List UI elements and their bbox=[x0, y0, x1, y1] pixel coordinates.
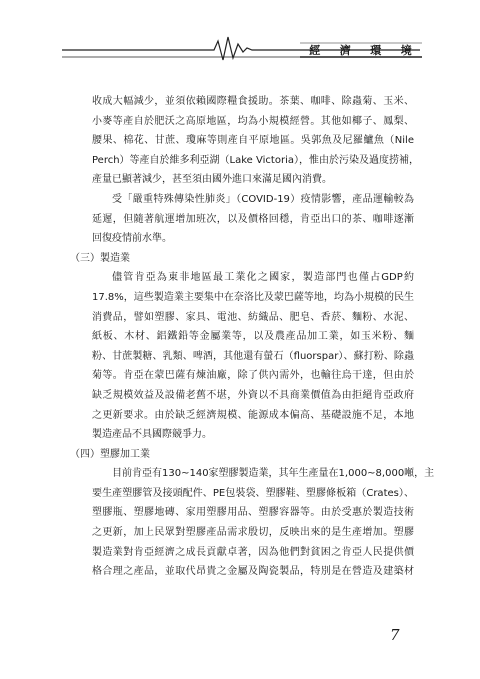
text-line: 菊等。肯亞在蒙巴薩有煉油廠，除了供內需外，也輸往烏干達，但由於 bbox=[92, 370, 414, 382]
text-line: 腰果、棉花、甘蔗、瓊麻等則產自平原地區。吳郭魚及尼羅鱸魚（Nile bbox=[92, 135, 414, 147]
section-title-char: 濟 bbox=[339, 43, 352, 57]
text-line: 產量已顯著減少，甚至須由國外進口來滿足國內消費。 bbox=[92, 174, 332, 186]
section-heading: （四）塑膠加工業 bbox=[70, 448, 150, 460]
section-heading: （三）製造業 bbox=[70, 252, 130, 264]
text-line: 收成大幅減少，並須依賴國際糧食援助。茶葉、咖啡、除蟲菊、玉米、 bbox=[92, 96, 414, 107]
page-number: 7 bbox=[390, 626, 400, 644]
text-line: 目前肯亞有130~140家塑膠製造業，其年生產量在1,000~8,000噸，主 bbox=[112, 468, 435, 480]
text-line: 製造產品不具國際競爭力。 bbox=[92, 429, 212, 441]
text-line: 受「嚴重特殊傳染性肺炎」（COVID-19）疫情影響，產品運輸較為 bbox=[112, 193, 414, 205]
text-line: 格合理之產品，並取代昂貴之金屬及陶瓷製品，特別是在營造及建築材 bbox=[92, 566, 414, 578]
section-title-char: 經 bbox=[309, 43, 322, 57]
text-line: 要生產塑膠管及接頭配件、PE包裝袋、塑膠鞋、塑膠條板箱（Crates）、 bbox=[92, 487, 414, 499]
text-line: 之更新要求。由於缺乏經濟規模、能源成本偏高、基礎設施不足，本地 bbox=[92, 409, 414, 421]
section-title-char: 境 bbox=[400, 43, 413, 57]
body-text bbox=[70, 92, 435, 582]
text-line: 消費品，譬如塑膠、家具、電池、紡織品、肥皂、香菸、麵粉、水泥、 bbox=[92, 311, 414, 323]
text-line: 儘管肯亞為東非地區最工業化之國家，製造部門也僅占GDP約 bbox=[112, 272, 414, 284]
section-title-char: 環 bbox=[370, 43, 383, 57]
text-line: Perch）等產自於維多利亞湖（Lake Victoria），惟由於污染及過度捞補， bbox=[92, 154, 419, 166]
text-line: 回復疫情前水準。 bbox=[92, 233, 172, 245]
text-line: 塑膠瓶、塑膠地磚、家用塑膠用品、塑膠容器等。由於受惠於製造技術 bbox=[92, 507, 414, 519]
text-line: 粉、甘蔗製糖、乳類、啤酒，其他還有螢石（fluorspar）、蘇打粉、除蟲 bbox=[92, 350, 414, 362]
text-line: 小麥等產自於肥沃之高原地區，均為小規模經營。其他如椰子、鳳梨、 bbox=[92, 115, 414, 127]
text-line: 延遲，但隨著航運增加班次，以及價格回穩，肯亞出口的茶、咖啡逐漸 bbox=[92, 213, 414, 225]
section-title bbox=[300, 42, 422, 57]
text-line: 製造業對肯亞經濟之成長貢獻卓著，因為他們對貧困之肯亞人民提供價 bbox=[92, 546, 414, 558]
text-line: 紙板、木材、鋁鐵鉛等金屬業等，以及農產品加工業，如玉米粉、麵 bbox=[92, 331, 414, 343]
text-line: 缺乏規模效益及設備老舊不堪，外資以不具商業價值為由拒絕肯亞政府 bbox=[92, 389, 414, 401]
running-header bbox=[0, 0, 480, 90]
text-line: 17.8%，這些製造業主要集中在奈洛比及蒙巴薩等地，均為小規模的民生 bbox=[92, 291, 414, 303]
text-line: 之更新，加上民眾對塑膠產品需求殷切，反映出來的是生產增加。塑膠 bbox=[92, 527, 414, 539]
